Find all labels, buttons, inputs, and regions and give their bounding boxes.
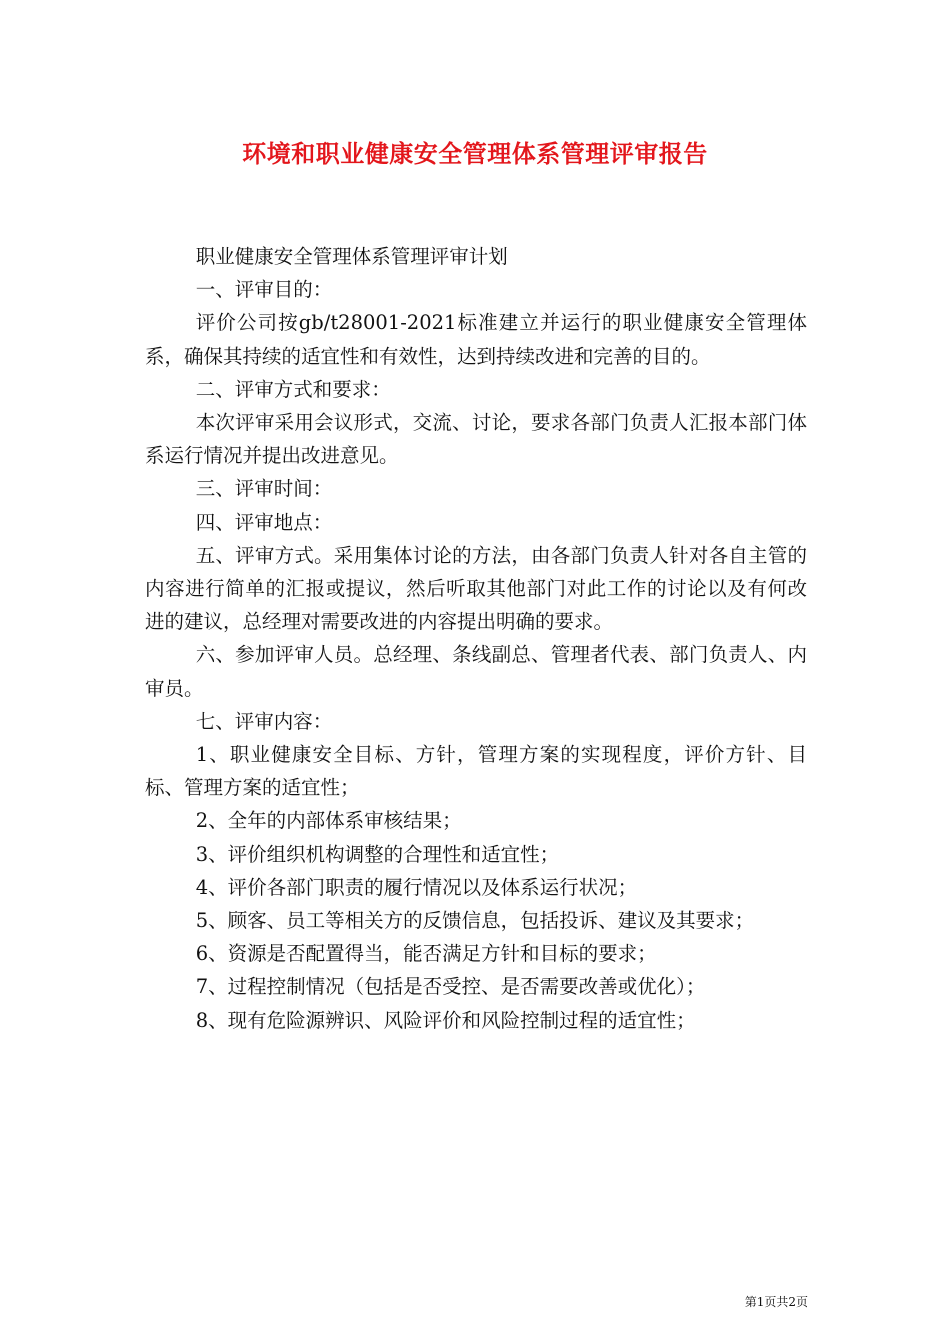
document-body [145,240,807,1037]
section-method-text: 本次评审采用会议形式，交流、讨论，要求各部门负责人汇报本部门体系运行情况并提出改进意见。 [145,411,807,468]
section-review-method-text: 五、评审方式。采用集体讨论的方法，由各部门负责人针对各自主管的内容进行简单的汇报或提议，然后听取其他部门对此工作的讨论以及有何改进的建议，总经理对需要改进的内容提出明确的要求。 [145,543,807,634]
section-purpose-heading: 一、评审目的： [195,278,333,302]
document-title: 环境和职业健康安全管理体系管理评审报告 [242,139,708,168]
content-item: 7、过程控制情况（包括是否受控、是否需要改善或优化）； [195,975,706,999]
content-item: 2、全年的内部体系审核结果； [195,809,462,833]
content-item: 1、职业健康安全目标、方针，管理方案的实现程度，评价方针、目标、管理方案的适宜性； [145,743,807,800]
section-content-heading: 七、评审内容： [195,709,333,733]
section-purpose-text: 评价公司按gb/t28001-2021标准建立并运行的职业健康安全管理体系，确保其持续的适宜性和有效性，达到持续改进和完善的目的。 [145,311,807,368]
section-time-heading: 三、评审时间： [195,477,333,501]
section-method-heading: 二、评审方式和要求： [195,377,391,401]
plan-heading: 职业健康安全管理体系管理评审计划 [195,245,508,268]
page-number: 第1页共2页 [744,1295,808,1309]
content-item: 4、评价各部门职责的履行情况以及体系运行状况； [195,875,638,899]
section-participants-text: 六、参加评审人员。总经理、条线副总、管理者代表、部门负责人、内审员。 [145,643,807,700]
section-location-heading: 四、评审地点： [195,510,333,534]
content-item: 8、现有危险源辨识、风险评价和风险控制过程的适宜性； [195,1008,696,1032]
content-item: 5、顾客、员工等相关方的反馈信息，包括投诉、建议及其要求； [195,909,755,933]
content-item: 3、评价组织机构调整的合理性和适宜性； [195,842,560,866]
content-item: 6、资源是否配置得当，能否满足方针和目标的要求； [195,942,657,966]
